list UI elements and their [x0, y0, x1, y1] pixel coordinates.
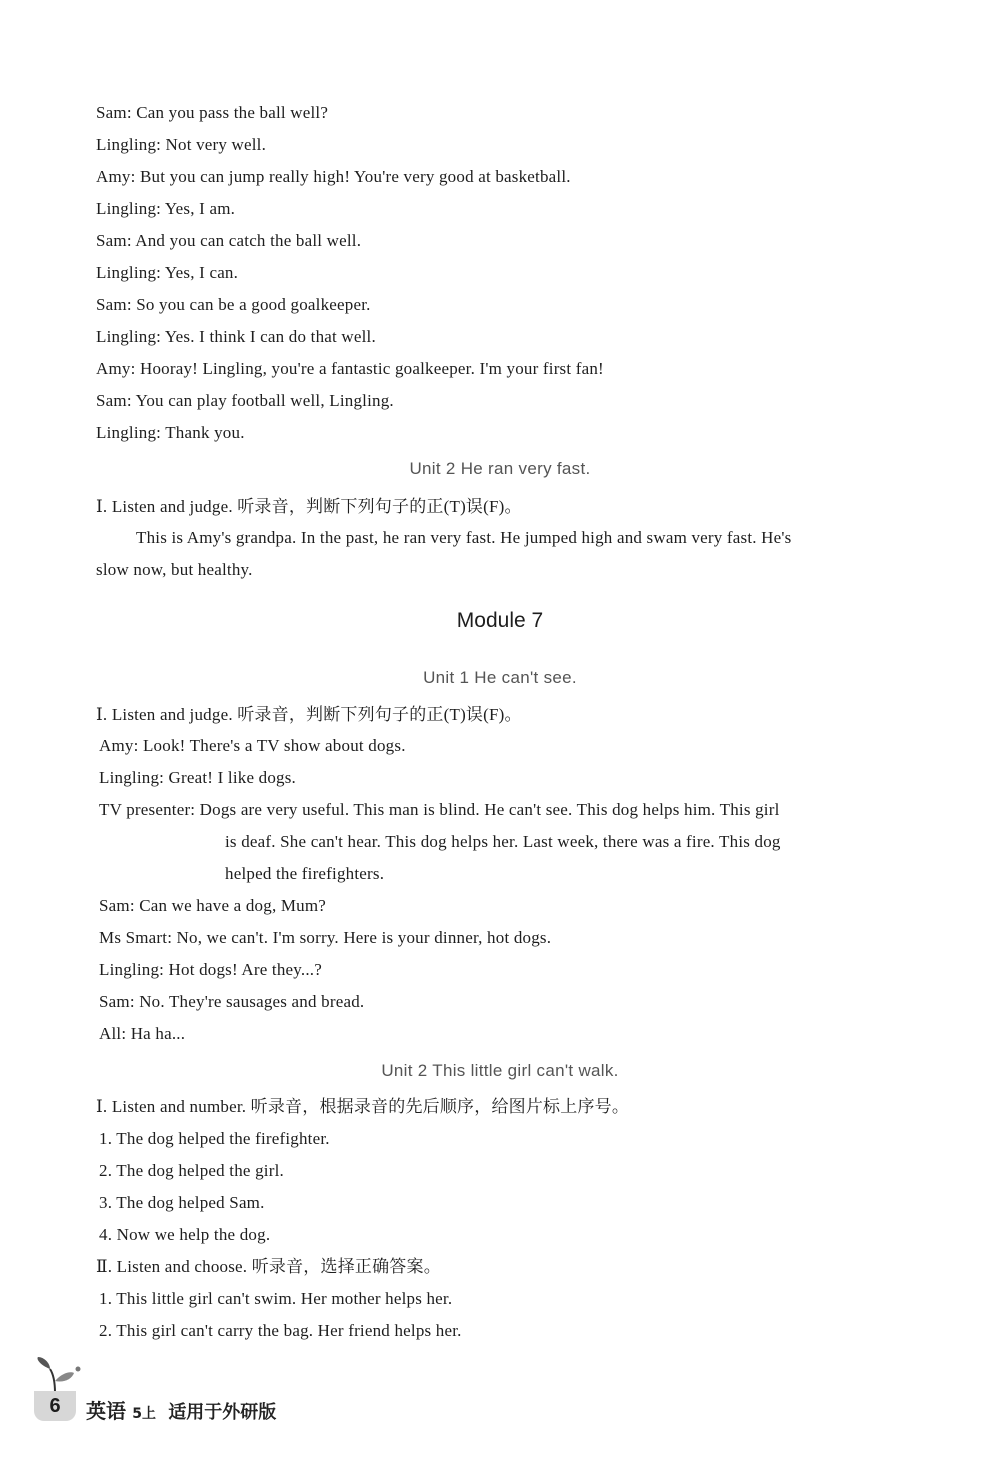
- dialogue-line: Ms Smart: No, we can't. I'm sorry. Here is your dinner, hot dogs.: [99, 928, 552, 947]
- dialogue-line: TV presenter: Dogs are very useful. This man is blind. He can't see. This dog helps him. This girl: [99, 800, 780, 819]
- exercise-instruction: Ⅰ. Listen and judge. 听录音，判断下列句子的正(T)误(F)。: [96, 497, 522, 516]
- dialogue-line: Lingling: Thank you.: [96, 423, 245, 442]
- list-item: 1. The dog helped the firefighter.: [99, 1129, 330, 1148]
- dialogue-line: Sam: You can play football well, Lingling.: [96, 391, 394, 410]
- dialogue-line: Amy: But you can jump really high! You're very good at basketball.: [96, 167, 571, 186]
- dialogue-line: Sam: No. They're sausages and bread.: [99, 992, 365, 1011]
- list-item: 3. The dog helped Sam.: [99, 1193, 265, 1212]
- dialogue-line: Lingling: Great! I like dogs.: [99, 768, 297, 787]
- page-number: 6: [34, 1391, 76, 1421]
- subject-label: 英语: [86, 1399, 126, 1423]
- list-item: 2. The dog helped the girl.: [99, 1161, 284, 1180]
- dialogue-line: Sam: Can you pass the ball well?: [96, 103, 329, 122]
- edition-label: 适用于外研版: [168, 1402, 277, 1423]
- listening-paragraph: This is Amy's grandpa. In the past, he ran very fast. He jumped high and swam very fast. He's: [136, 528, 792, 547]
- list-item: 2. This girl can't carry the bag. Her friend helps her.: [99, 1321, 462, 1340]
- exercise-instruction: Ⅰ. Listen and judge. 听录音，判断下列句子的正(T)误(F)。: [96, 705, 522, 724]
- dialogue-line: Amy: Hooray! Lingling, you're a fantastic goalkeeper. I'm your first fan!: [96, 359, 604, 378]
- list-item: 4. Now we help the dog.: [99, 1225, 271, 1244]
- dialogue-line: Amy: Look! There's a TV show about dogs.: [99, 736, 406, 755]
- book-title: [86, 1395, 276, 1424]
- dialogue-line: Lingling: Not very well.: [96, 135, 267, 154]
- unit-heading: Unit 1 He can't see.: [423, 668, 577, 687]
- listening-paragraph: slow now, but healthy.: [96, 560, 253, 579]
- list-item: 1. This little girl can't swim. Her mother helps her.: [99, 1289, 453, 1308]
- page-footer: [30, 1355, 310, 1425]
- exercise-instruction: Ⅱ. Listen and choose. 听录音，选择正确答案。: [96, 1257, 441, 1276]
- dialogue-line: helped the firefighters.: [225, 864, 385, 883]
- unit-heading: Unit 2 This little girl can't walk.: [381, 1061, 619, 1080]
- dialogue-line: Sam: Can we have a dog, Mum?: [99, 896, 327, 915]
- unit-heading: Unit 2 He ran very fast.: [409, 459, 591, 478]
- dialogue-line: Sam: And you can catch the ball well.: [96, 231, 362, 250]
- dialogue-line: is deaf. She can't hear. This dog helps her. Last week, there was a fire. This dog: [225, 832, 781, 851]
- module-title: Module 7: [456, 609, 544, 632]
- dialogue-line: All: Ha ha...: [99, 1024, 186, 1043]
- dialogue-line: Lingling: Yes. I think I can do that well.: [96, 327, 376, 346]
- dialogue-line: Lingling: Yes, I am.: [96, 199, 236, 218]
- sprout-icon: [30, 1355, 90, 1395]
- exercise-instruction: Ⅰ. Listen and number. 听录音，根据录音的先后顺序，给图片标上序号。: [96, 1097, 630, 1116]
- grade-label: 5上: [132, 1406, 157, 1422]
- dialogue-line: Lingling: Yes, I can.: [96, 263, 239, 282]
- dialogue-line: Lingling: Hot dogs! Are they...?: [99, 960, 322, 979]
- dialogue-line: Sam: So you can be a good goalkeeper.: [96, 295, 371, 314]
